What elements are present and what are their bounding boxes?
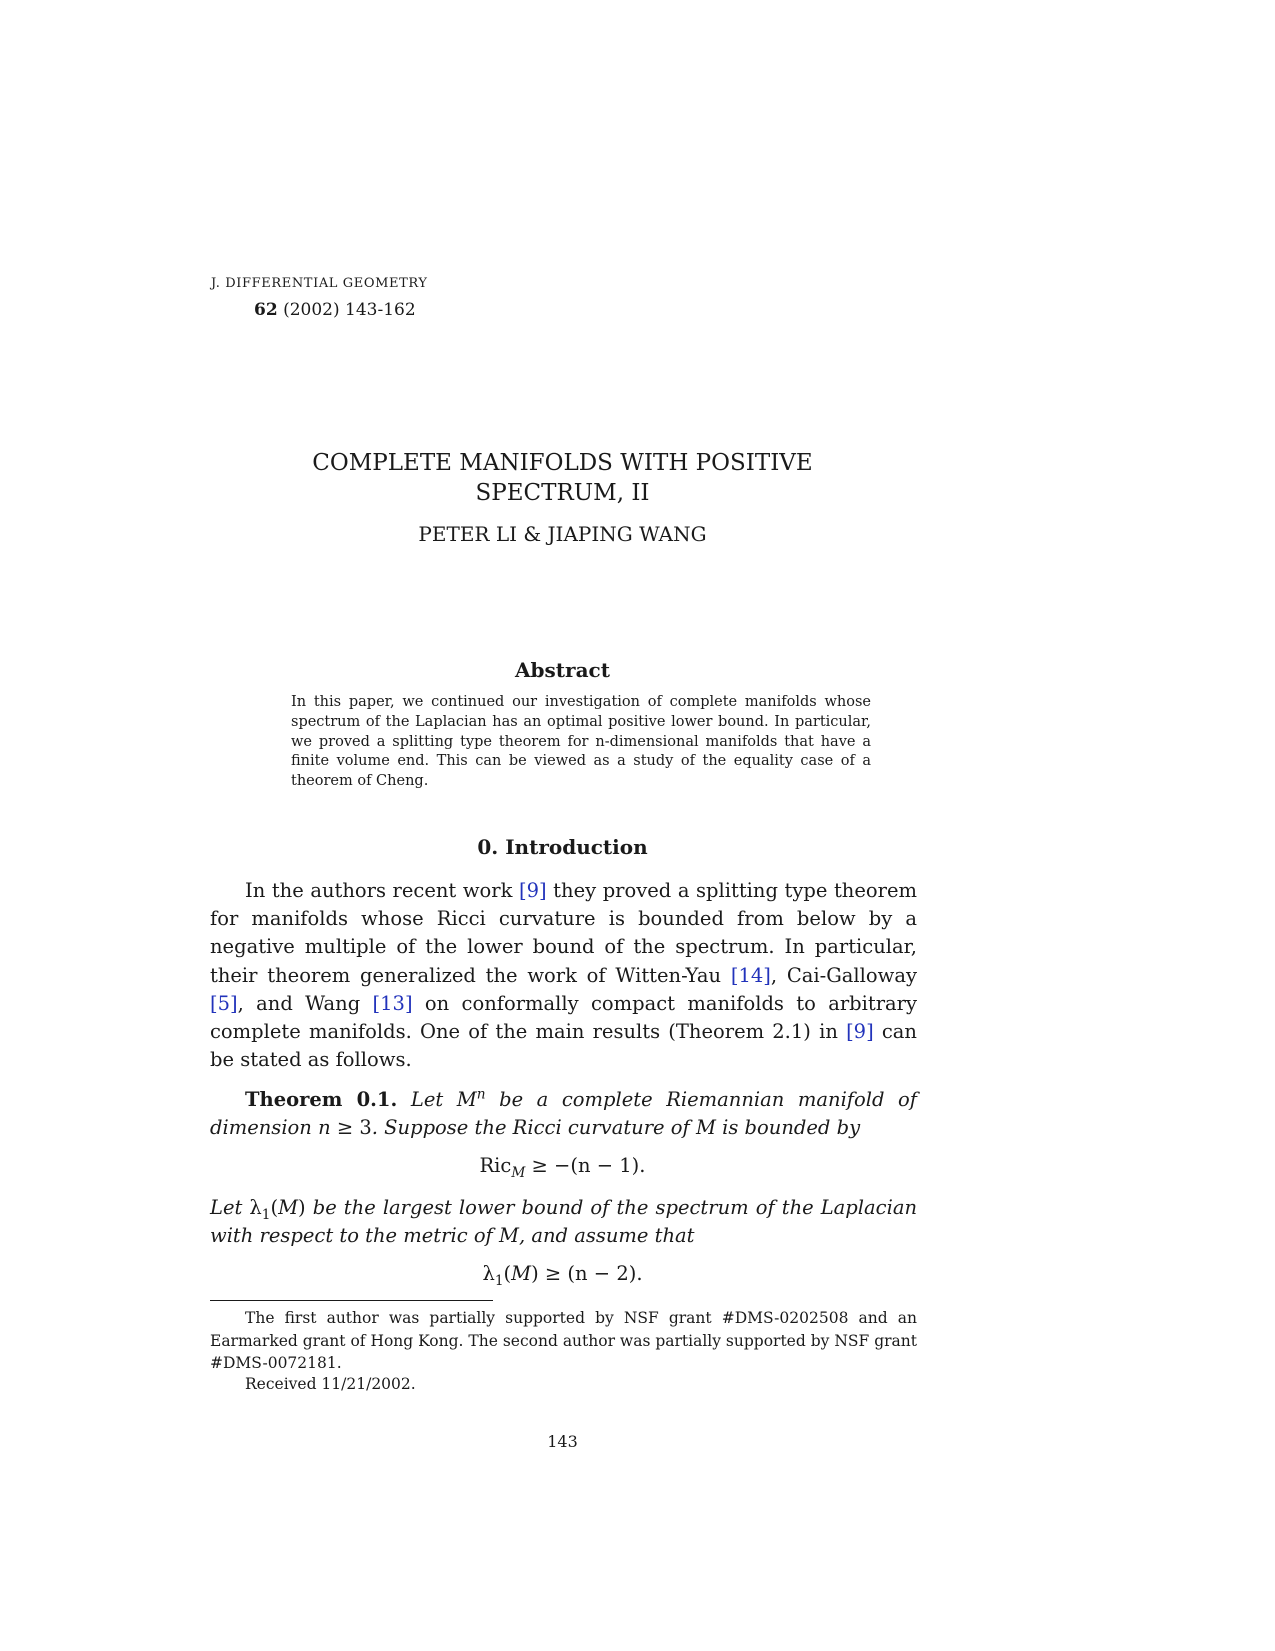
abstract-text: In this paper, we continued our investigation of complete manifolds whose spectrum of the Laplacian has an optimal positive lower bound. In particular, we proved a splitting type theorem for n-dimensional manifolds that have a finite volume end. This can be viewed as a study of the equality case of a theorem of Cheng. xyxy=(291,694,871,790)
theorem-text: Let xyxy=(410,1088,457,1111)
introduction-heading: 0. Introduction xyxy=(477,835,648,859)
page-number: 143 xyxy=(547,1432,578,1451)
intro-text: on conformally compact manifolds to arbitrary complete manifolds. One of the main results (Theorem 2.1) in xyxy=(210,991,917,1044)
math-lambda: $\lambda_1(M)$ xyxy=(249,1196,306,1223)
citation-link[interactable]: [9] xyxy=(846,1020,874,1044)
volume-number: 62 xyxy=(254,300,278,320)
citation-link[interactable]: [9] xyxy=(518,879,547,902)
math-manifold: $M^n$ xyxy=(456,1086,486,1111)
math-dimension: n ≥ 3 xyxy=(318,1116,372,1140)
math-m: M xyxy=(498,1224,519,1248)
received-date: Received 11/21/2002. xyxy=(245,1375,416,1393)
theorem-text: be the largest lower bound of the spectrum of the Laplacian with respect to the metric of xyxy=(210,1196,917,1248)
theorem-text: . Suppose the Ricci curvature of xyxy=(371,1116,696,1140)
intro-text: can be stated as follows. xyxy=(210,1020,917,1072)
theorem-text: Let xyxy=(210,1196,250,1219)
paper-title xyxy=(210,448,915,508)
intro-paragraph xyxy=(210,877,917,1074)
math-m: M xyxy=(695,1116,716,1140)
theorem-continuation xyxy=(210,1194,917,1250)
volume-info xyxy=(254,300,416,320)
footnote-rule xyxy=(210,1300,493,1301)
equation-ricci: Ric$_M$ ≥ −(n − 1). xyxy=(479,1154,646,1181)
theorem-statement xyxy=(210,1086,917,1142)
footnote-text: The first author was partially supported by NSF grant #DMS-0202508 and an Earmarked grant of Hong Kong. The second author was partially supported by NSF grant #DMS-0072181. xyxy=(210,1309,917,1372)
theorem-text: is bounded by xyxy=(715,1116,861,1140)
citation-link[interactable]: [13] xyxy=(372,991,413,1015)
title-line-1: COMPLETE MANIFOLDS WITH POSITIVE xyxy=(312,450,813,476)
intro-text: , Cai-Galloway xyxy=(770,963,917,987)
citation-link[interactable]: [14] xyxy=(730,963,771,987)
equation-rhs: ≥ (n − 2). xyxy=(538,1262,643,1285)
intro-text: , and Wang xyxy=(237,991,373,1015)
title-line-2: SPECTRUM, II xyxy=(475,480,650,506)
intro-text: In the authors recent work xyxy=(245,879,519,902)
equation-spectrum xyxy=(210,1262,915,1289)
ricci-symbol: Ric xyxy=(479,1154,512,1177)
journal-name: J. DIFFERENTIAL GEOMETRY xyxy=(211,276,428,291)
intro-text: they proved a splitting type theorem for manifolds whose Ricci curvature is bounded from below by a negative multiple of the lower bound of the spectrum. In particular, their theorem generalized the work of Witten-Yau xyxy=(210,879,918,987)
theorem-text: be a complete Riemannian manifold of dimension xyxy=(210,1088,918,1140)
math-lambda: $\lambda_1(M)$ xyxy=(482,1262,539,1289)
theorem-text: , and assume that xyxy=(518,1224,695,1248)
equation-rhs: ≥ −(n − 1). xyxy=(525,1154,646,1177)
year-pages: (2002) 143-162 xyxy=(283,300,416,320)
authors: PETER LI & JIAPING WANG xyxy=(418,522,707,546)
theorem-label: Theorem 0.1. xyxy=(245,1088,398,1111)
abstract-heading: Abstract xyxy=(515,658,610,682)
citation-link[interactable]: [5] xyxy=(210,991,238,1015)
